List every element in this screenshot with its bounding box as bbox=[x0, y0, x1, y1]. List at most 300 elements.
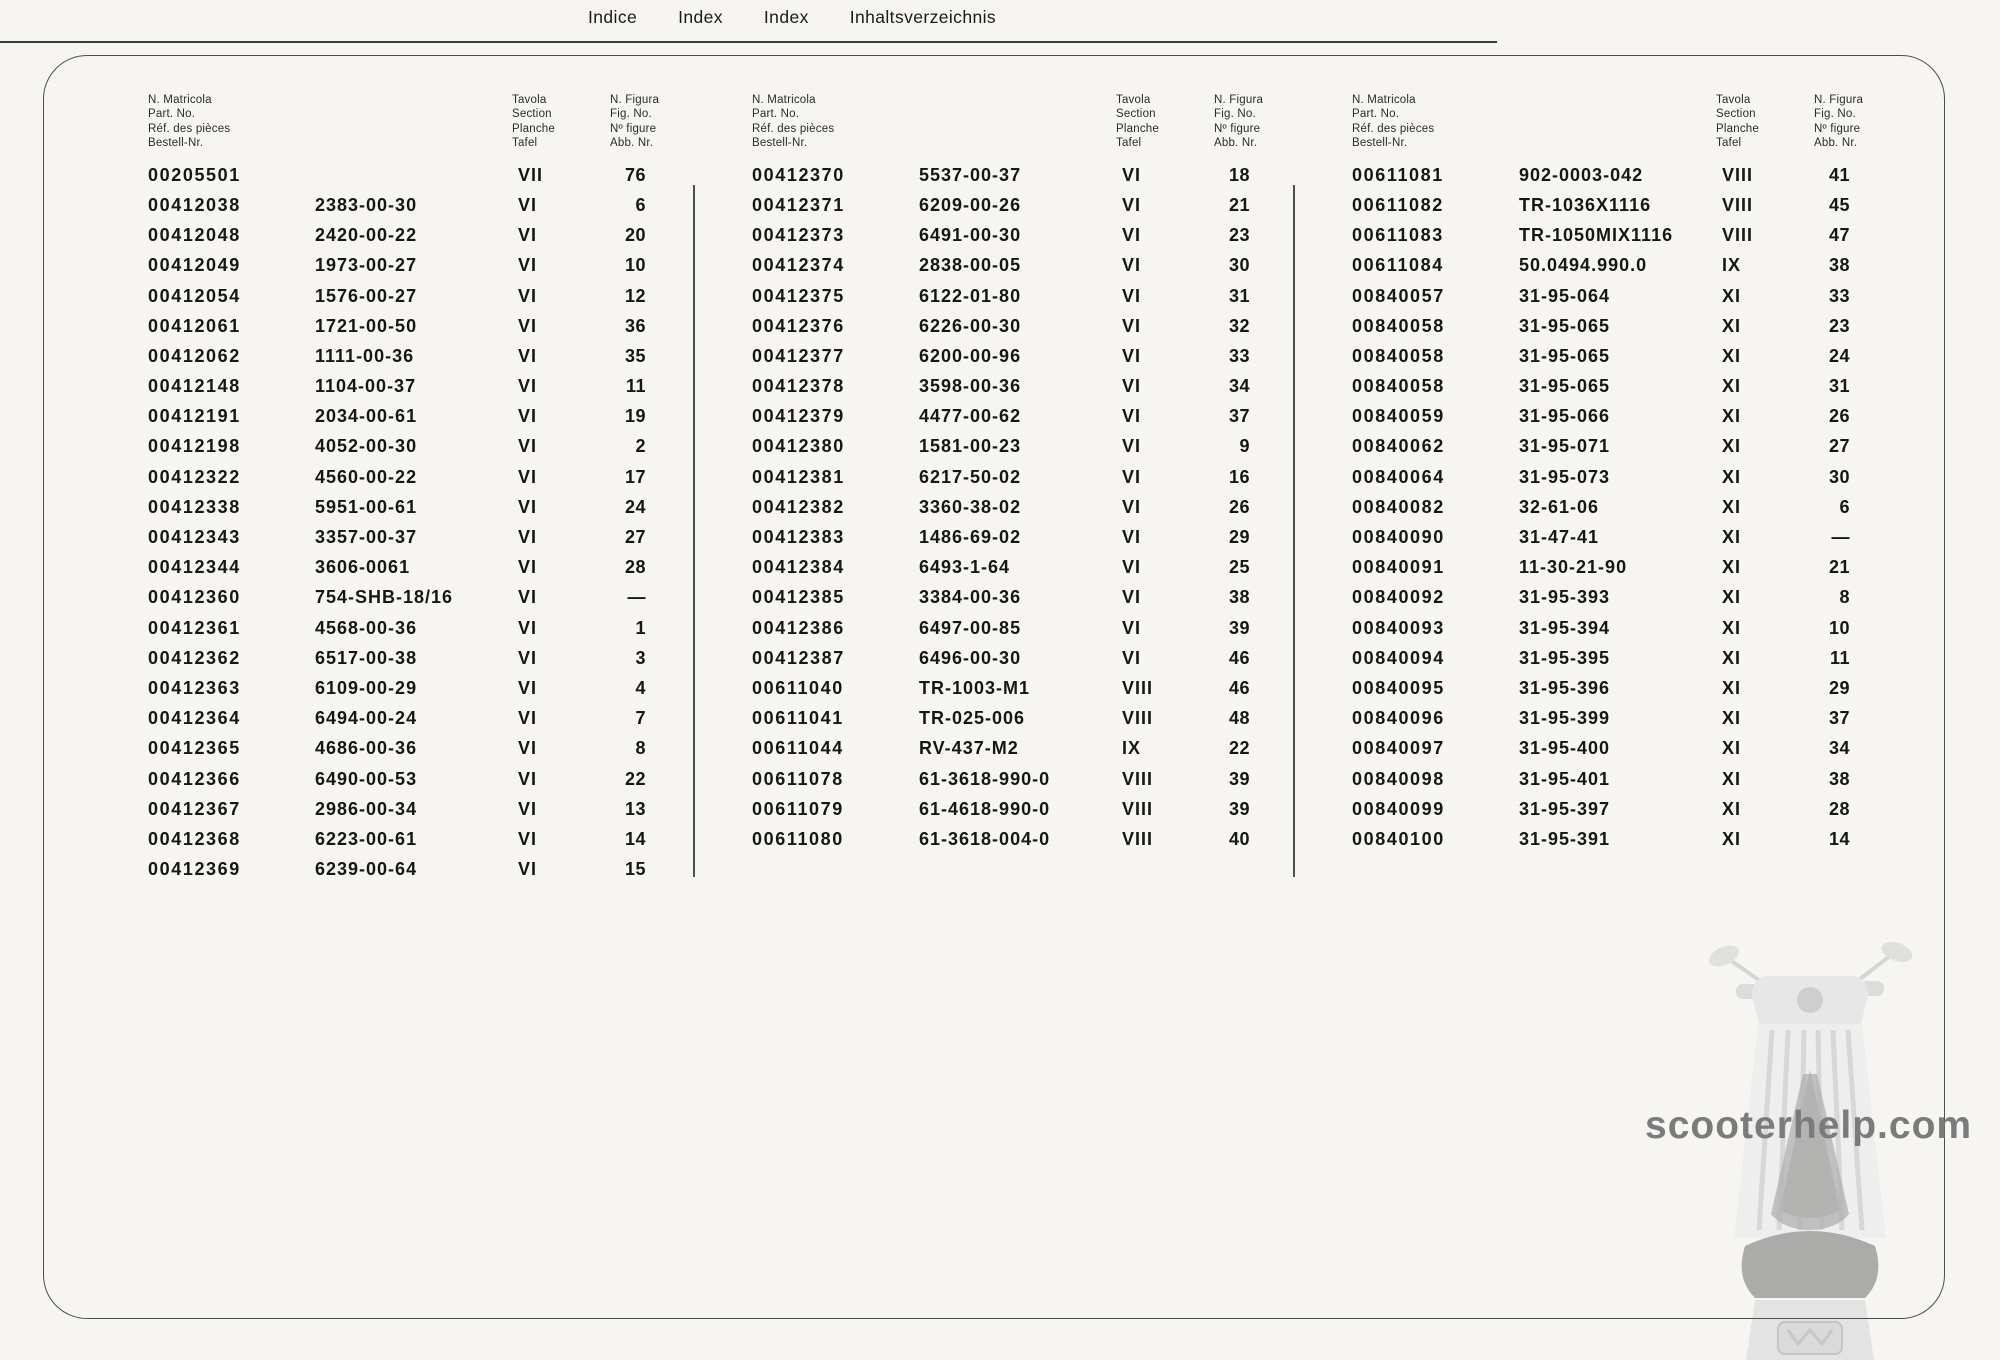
table-row bbox=[148, 643, 664, 673]
ref-no: 31-47-41 bbox=[1519, 527, 1600, 548]
part-no: 00840064 bbox=[1352, 466, 1445, 487]
section: XI bbox=[1722, 557, 1742, 578]
column-headers bbox=[752, 93, 1268, 150]
ref-no: 5951-00-61 bbox=[315, 496, 418, 517]
ref-no: TR-1003-M1 bbox=[919, 677, 1031, 698]
figure: 23 bbox=[1228, 225, 1250, 246]
column-header-line: Tavola bbox=[1116, 94, 1151, 106]
table-row bbox=[752, 281, 1268, 311]
table-row bbox=[752, 432, 1268, 462]
section: VI bbox=[518, 798, 538, 819]
figure: 18 bbox=[1228, 164, 1250, 185]
section: VI bbox=[518, 315, 538, 336]
part-no: 00412377 bbox=[752, 345, 845, 366]
section: IX bbox=[1122, 738, 1142, 759]
part-no: 00611083 bbox=[1352, 225, 1444, 246]
column-header-part bbox=[752, 93, 1116, 150]
ref-no: 31-95-400 bbox=[1519, 738, 1611, 759]
part-no: 00412382 bbox=[752, 496, 845, 517]
section: XI bbox=[1722, 738, 1742, 759]
ref-no: 1721-00-50 bbox=[315, 315, 418, 336]
part-no: 00412364 bbox=[148, 708, 241, 729]
part-no: 00412198 bbox=[148, 436, 241, 457]
figure: 8 bbox=[635, 738, 646, 759]
ref-no: 6496-00-30 bbox=[919, 647, 1022, 668]
section: VI bbox=[1122, 315, 1142, 336]
figure: 37 bbox=[1828, 708, 1850, 729]
table-row bbox=[752, 522, 1268, 552]
column-header-line: N. Figura bbox=[610, 94, 660, 106]
column-header-line: Tafel bbox=[512, 136, 538, 149]
ref-no: 31-95-065 bbox=[1519, 345, 1611, 366]
ref-no: 6226-00-30 bbox=[919, 315, 1022, 336]
figure: 31 bbox=[1228, 285, 1250, 306]
section: VI bbox=[1122, 436, 1142, 457]
table-row bbox=[1352, 190, 1868, 220]
page-header bbox=[588, 7, 996, 28]
page-title-french: Index bbox=[763, 7, 809, 27]
figure: 28 bbox=[1828, 798, 1850, 819]
part-no: 00412191 bbox=[148, 406, 241, 427]
column-header-line: Tafel bbox=[1716, 136, 1742, 149]
ref-no: 31-95-394 bbox=[1519, 617, 1611, 638]
part-no: 00412385 bbox=[752, 587, 845, 608]
column-header-line: Part. No. bbox=[752, 108, 800, 121]
section: XI bbox=[1722, 436, 1742, 457]
section: XI bbox=[1722, 345, 1742, 366]
figure: 36 bbox=[624, 315, 646, 336]
section: VI bbox=[1122, 225, 1142, 246]
column-header-line: Bestell-Nr. bbox=[148, 136, 204, 149]
figure: 33 bbox=[1228, 345, 1250, 366]
figure: 30 bbox=[1828, 466, 1850, 487]
table-row bbox=[148, 221, 664, 251]
table-row bbox=[148, 281, 664, 311]
column-header-line: Fig. No. bbox=[1214, 108, 1256, 121]
column-header-line: Planche bbox=[512, 122, 555, 135]
ref-no: 6209-00-26 bbox=[919, 194, 1022, 215]
ref-no: 31-95-065 bbox=[1519, 376, 1611, 397]
part-no: 00412362 bbox=[148, 647, 241, 668]
section: XI bbox=[1722, 677, 1742, 698]
table-row bbox=[148, 522, 664, 552]
ref-no: 11-30-21-90 bbox=[1519, 557, 1628, 578]
section: XI bbox=[1722, 617, 1742, 638]
figure: 12 bbox=[624, 285, 646, 306]
section: VII bbox=[518, 164, 544, 185]
part-no: 00412387 bbox=[752, 647, 845, 668]
table-row bbox=[148, 341, 664, 371]
figure: 20 bbox=[624, 225, 646, 246]
column-header-line: Abb. Nr. bbox=[1214, 136, 1258, 149]
part-no: 00412038 bbox=[148, 194, 241, 215]
ref-no: 6494-00-24 bbox=[315, 708, 418, 729]
part-no: 00840098 bbox=[1352, 768, 1445, 789]
part-no: 00412381 bbox=[752, 466, 845, 487]
section: VI bbox=[1122, 587, 1142, 608]
ref-no: 1973-00-27 bbox=[315, 255, 418, 276]
column-header-line: Tafel bbox=[1116, 136, 1142, 149]
figure: 16 bbox=[1228, 466, 1250, 487]
part-no: 00412375 bbox=[752, 285, 845, 306]
part-no: 00611040 bbox=[752, 677, 844, 698]
column-header-section bbox=[1116, 93, 1214, 150]
table-row bbox=[1352, 553, 1868, 583]
page-title-english: Index bbox=[678, 7, 723, 27]
ref-no: 31-95-396 bbox=[1519, 677, 1611, 698]
section: VI bbox=[518, 587, 538, 608]
table-row bbox=[148, 251, 664, 281]
part-no: 00840058 bbox=[1352, 345, 1445, 366]
figure: 48 bbox=[1228, 708, 1250, 729]
section: VI bbox=[518, 345, 538, 366]
table-row bbox=[752, 704, 1268, 734]
section: VI bbox=[518, 738, 538, 759]
table-row bbox=[148, 311, 664, 341]
figure: 26 bbox=[1828, 406, 1850, 427]
figure: 38 bbox=[1828, 255, 1850, 276]
figure: 39 bbox=[1228, 768, 1250, 789]
figure: 34 bbox=[1828, 738, 1850, 759]
section: VI bbox=[1122, 466, 1142, 487]
column-header-section bbox=[1716, 93, 1814, 150]
ref-no: 31-95-399 bbox=[1519, 708, 1611, 729]
rows bbox=[148, 160, 664, 885]
part-no: 00611041 bbox=[752, 708, 844, 729]
table-row bbox=[752, 553, 1268, 583]
section: VI bbox=[518, 828, 538, 849]
page-title-german: Inhaltsverzeichnis bbox=[849, 7, 997, 27]
column-header-line: Section bbox=[1116, 108, 1156, 121]
column-header-line: Part. No. bbox=[1352, 108, 1400, 121]
table-row bbox=[1352, 673, 1868, 703]
figure: 35 bbox=[624, 345, 646, 366]
ref-no: 5537-00-37 bbox=[919, 164, 1022, 185]
ref-no: 3606-0061 bbox=[315, 557, 411, 578]
figure: 46 bbox=[1228, 647, 1250, 668]
section: XI bbox=[1722, 798, 1742, 819]
part-no: 00412148 bbox=[148, 376, 241, 397]
part-no: 00412383 bbox=[752, 527, 845, 548]
part-no: 00412062 bbox=[148, 345, 241, 366]
figure: 4 bbox=[635, 677, 646, 698]
section: XI bbox=[1722, 496, 1742, 517]
ref-no: 4686-00-36 bbox=[315, 738, 418, 759]
figure: 14 bbox=[624, 828, 646, 849]
ref-no: 31-95-073 bbox=[1519, 466, 1611, 487]
figure: 38 bbox=[1228, 587, 1250, 608]
part-no: 00840058 bbox=[1352, 315, 1445, 336]
figure: 30 bbox=[1228, 255, 1250, 276]
table-row bbox=[1352, 432, 1868, 462]
ref-no: 6490-00-53 bbox=[315, 768, 418, 789]
column-header-figure bbox=[1814, 93, 1868, 150]
table-row bbox=[1352, 643, 1868, 673]
figure: 15 bbox=[624, 859, 646, 880]
table-row bbox=[1352, 402, 1868, 432]
section: VI bbox=[518, 496, 538, 517]
table-row bbox=[1352, 613, 1868, 643]
ref-no: 1576-00-27 bbox=[315, 285, 418, 306]
column-divider bbox=[1293, 185, 1295, 877]
table-row bbox=[148, 492, 664, 522]
figure: 25 bbox=[1228, 557, 1250, 578]
part-no: 00840059 bbox=[1352, 406, 1445, 427]
column-header-line: Réf. des pièces bbox=[752, 122, 835, 135]
figure: 27 bbox=[624, 527, 646, 548]
figure: 37 bbox=[1228, 406, 1250, 427]
section: VIII bbox=[1122, 677, 1154, 698]
figure: 32 bbox=[1228, 315, 1250, 336]
section: XI bbox=[1722, 708, 1742, 729]
table-row bbox=[752, 160, 1268, 190]
ref-no: 61-4618-990-0 bbox=[919, 798, 1051, 819]
column-header-line: Bestell-Nr. bbox=[752, 136, 808, 149]
part-no: 00412386 bbox=[752, 617, 845, 638]
rows bbox=[752, 160, 1268, 854]
section: VIII bbox=[1722, 225, 1754, 246]
table-row bbox=[148, 824, 664, 854]
ref-no: 31-95-066 bbox=[1519, 406, 1611, 427]
ref-no: 31-95-064 bbox=[1519, 285, 1611, 306]
section: XI bbox=[1722, 828, 1742, 849]
table-row bbox=[148, 613, 664, 643]
part-no: 00840057 bbox=[1352, 285, 1445, 306]
table-row bbox=[752, 372, 1268, 402]
section: VI bbox=[518, 194, 538, 215]
section: VI bbox=[1122, 194, 1142, 215]
ref-no: 6109-00-29 bbox=[315, 677, 418, 698]
figure: 6 bbox=[1839, 496, 1850, 517]
ref-no: 4052-00-30 bbox=[315, 436, 418, 457]
figure: 19 bbox=[624, 406, 646, 427]
table-row bbox=[148, 673, 664, 703]
column-header-figure bbox=[1214, 93, 1268, 150]
figure: 29 bbox=[1828, 677, 1850, 698]
table-row bbox=[1352, 492, 1868, 522]
figure: 26 bbox=[1228, 496, 1250, 517]
section: VI bbox=[1122, 345, 1142, 366]
column-headers bbox=[1352, 93, 1868, 150]
table-row bbox=[148, 372, 664, 402]
section: XI bbox=[1722, 587, 1742, 608]
ref-no: 32-61-06 bbox=[1519, 496, 1600, 517]
part-no: 00412373 bbox=[752, 225, 845, 246]
figure: 39 bbox=[1228, 617, 1250, 638]
part-no: 00611044 bbox=[752, 738, 844, 759]
table-row bbox=[148, 855, 664, 885]
column-header-line: Section bbox=[1716, 108, 1756, 121]
ref-no: 6239-00-64 bbox=[315, 859, 418, 880]
figure: 6 bbox=[635, 194, 646, 215]
column-header-line: Fig. No. bbox=[1814, 108, 1856, 121]
table-row bbox=[1352, 824, 1868, 854]
part-no: 00205501 bbox=[148, 164, 241, 185]
section: VI bbox=[518, 376, 538, 397]
ref-no: 31-95-401 bbox=[1519, 768, 1611, 789]
part-no: 00412338 bbox=[148, 496, 241, 517]
table-row bbox=[1352, 794, 1868, 824]
table-row bbox=[752, 824, 1268, 854]
figure: 27 bbox=[1828, 436, 1850, 457]
figure: 3 bbox=[635, 647, 646, 668]
table-row bbox=[148, 190, 664, 220]
index-column-2 bbox=[752, 93, 1268, 855]
ref-no: 2420-00-22 bbox=[315, 225, 418, 246]
figure: 23 bbox=[1828, 315, 1850, 336]
section: XI bbox=[1722, 647, 1742, 668]
part-no: 00412374 bbox=[752, 255, 845, 276]
section: IX bbox=[1722, 255, 1742, 276]
column-header-line: N. Matricola bbox=[1352, 94, 1416, 106]
ref-no: 31-95-395 bbox=[1519, 647, 1611, 668]
column-header-line: Planche bbox=[1716, 122, 1759, 135]
table-row bbox=[148, 402, 664, 432]
section: VI bbox=[518, 647, 538, 668]
part-no: 00611079 bbox=[752, 798, 844, 819]
table-row bbox=[148, 704, 664, 734]
index-column-1 bbox=[148, 93, 664, 885]
part-no: 00412384 bbox=[752, 557, 845, 578]
ref-no: 4477-00-62 bbox=[919, 406, 1022, 427]
part-no: 00412061 bbox=[148, 315, 241, 336]
ref-no: RV-437-M2 bbox=[919, 738, 1019, 759]
part-no: 00412361 bbox=[148, 617, 241, 638]
part-no: 00412371 bbox=[752, 194, 845, 215]
ref-no: 6122-01-80 bbox=[919, 285, 1022, 306]
column-header-line: N. Matricola bbox=[148, 94, 212, 106]
column-header-line: Réf. des pièces bbox=[1352, 122, 1435, 135]
ref-no: 2986-00-34 bbox=[315, 798, 418, 819]
table-row bbox=[1352, 583, 1868, 613]
part-no: 00412367 bbox=[148, 798, 241, 819]
figure: 24 bbox=[624, 496, 646, 517]
section: VI bbox=[1122, 255, 1142, 276]
table-row bbox=[752, 341, 1268, 371]
column-header-line: Fig. No. bbox=[610, 108, 652, 121]
part-no: 00412366 bbox=[148, 768, 241, 789]
part-no: 00840082 bbox=[1352, 496, 1445, 517]
ref-no: 3384-00-36 bbox=[919, 587, 1022, 608]
table-row bbox=[1352, 221, 1868, 251]
column-header-figure bbox=[610, 93, 664, 150]
figure: 45 bbox=[1828, 194, 1850, 215]
ref-no: 6497-00-85 bbox=[919, 617, 1022, 638]
figure: 41 bbox=[1828, 164, 1850, 185]
ref-no: 6217-50-02 bbox=[919, 466, 1022, 487]
ref-no: 754-SHB-18/16 bbox=[315, 587, 454, 608]
part-no: 00412322 bbox=[148, 466, 241, 487]
part-no: 00611080 bbox=[752, 828, 844, 849]
section: XI bbox=[1722, 376, 1742, 397]
column-header-part bbox=[1352, 93, 1716, 150]
ref-no: 6517-00-38 bbox=[315, 647, 418, 668]
section: XI bbox=[1722, 527, 1742, 548]
section: VI bbox=[518, 406, 538, 427]
section: VI bbox=[1122, 527, 1142, 548]
table-row bbox=[148, 583, 664, 613]
table-row bbox=[1352, 251, 1868, 281]
part-no: 00611081 bbox=[1352, 164, 1444, 185]
watermark-text: scooterhelp.com bbox=[1645, 1104, 1973, 1147]
ref-no: 6223-00-61 bbox=[315, 828, 418, 849]
table-row bbox=[752, 794, 1268, 824]
part-no: 00412363 bbox=[148, 677, 241, 698]
part-no: 00840062 bbox=[1352, 436, 1445, 457]
part-no: 00840097 bbox=[1352, 738, 1445, 759]
part-no: 00840095 bbox=[1352, 677, 1445, 698]
section: VIII bbox=[1122, 708, 1154, 729]
part-no: 00840093 bbox=[1352, 617, 1445, 638]
table-row bbox=[752, 462, 1268, 492]
table-row bbox=[752, 643, 1268, 673]
table-row bbox=[148, 553, 664, 583]
ref-no: 31-95-391 bbox=[1519, 828, 1611, 849]
part-no: 00412049 bbox=[148, 255, 241, 276]
scooter-watermark-image bbox=[1660, 938, 1960, 1360]
part-no: 00840058 bbox=[1352, 376, 1445, 397]
ref-no: 2838-00-05 bbox=[919, 255, 1022, 276]
part-no: 00412054 bbox=[148, 285, 241, 306]
section: VIII bbox=[1722, 164, 1754, 185]
section: XI bbox=[1722, 285, 1742, 306]
column-header-line: Planche bbox=[1116, 122, 1159, 135]
section: VI bbox=[518, 225, 538, 246]
ref-no: 1104-00-37 bbox=[315, 376, 417, 397]
column-header-section bbox=[512, 93, 610, 150]
column-header-line: N. Figura bbox=[1814, 94, 1864, 106]
ref-no: 3360-38-02 bbox=[919, 496, 1022, 517]
table-row bbox=[752, 673, 1268, 703]
figure: 22 bbox=[624, 768, 646, 789]
table-row bbox=[752, 221, 1268, 251]
ref-no: 6491-00-30 bbox=[919, 225, 1022, 246]
column-divider bbox=[693, 185, 695, 877]
figure: 34 bbox=[1228, 376, 1250, 397]
part-no: 00412048 bbox=[148, 225, 241, 246]
section: VI bbox=[1122, 285, 1142, 306]
section: VI bbox=[1122, 496, 1142, 517]
figure: 10 bbox=[1828, 617, 1850, 638]
figure: 47 bbox=[1828, 225, 1850, 246]
ref-no: 1486-69-02 bbox=[919, 527, 1022, 548]
column-header-line: Tavola bbox=[512, 94, 547, 106]
part-no: 00840099 bbox=[1352, 798, 1445, 819]
section: VI bbox=[518, 859, 538, 880]
column-header-line: N. Matricola bbox=[752, 94, 816, 106]
figure: 40 bbox=[1228, 828, 1250, 849]
figure: 76 bbox=[624, 164, 646, 185]
column-header-line: Tavola bbox=[1716, 94, 1751, 106]
column-header-line: Abb. Nr. bbox=[610, 136, 654, 149]
column-header-part bbox=[148, 93, 512, 150]
part-no: 00412360 bbox=[148, 587, 241, 608]
table-row bbox=[752, 402, 1268, 432]
ref-no: 902-0003-042 bbox=[1519, 164, 1644, 185]
part-no: 00840094 bbox=[1352, 647, 1445, 668]
figure: 8 bbox=[1839, 587, 1850, 608]
part-no: 00611084 bbox=[1352, 255, 1444, 276]
section: VIII bbox=[1122, 828, 1154, 849]
figure: 1 bbox=[635, 617, 646, 638]
figure: 13 bbox=[624, 798, 646, 819]
ref-no: 3598-00-36 bbox=[919, 376, 1022, 397]
column-header-line: Réf. des pièces bbox=[148, 122, 231, 135]
part-no: 00412378 bbox=[752, 376, 845, 397]
table-row bbox=[1352, 522, 1868, 552]
figure: 33 bbox=[1828, 285, 1850, 306]
figure: 39 bbox=[1228, 798, 1250, 819]
